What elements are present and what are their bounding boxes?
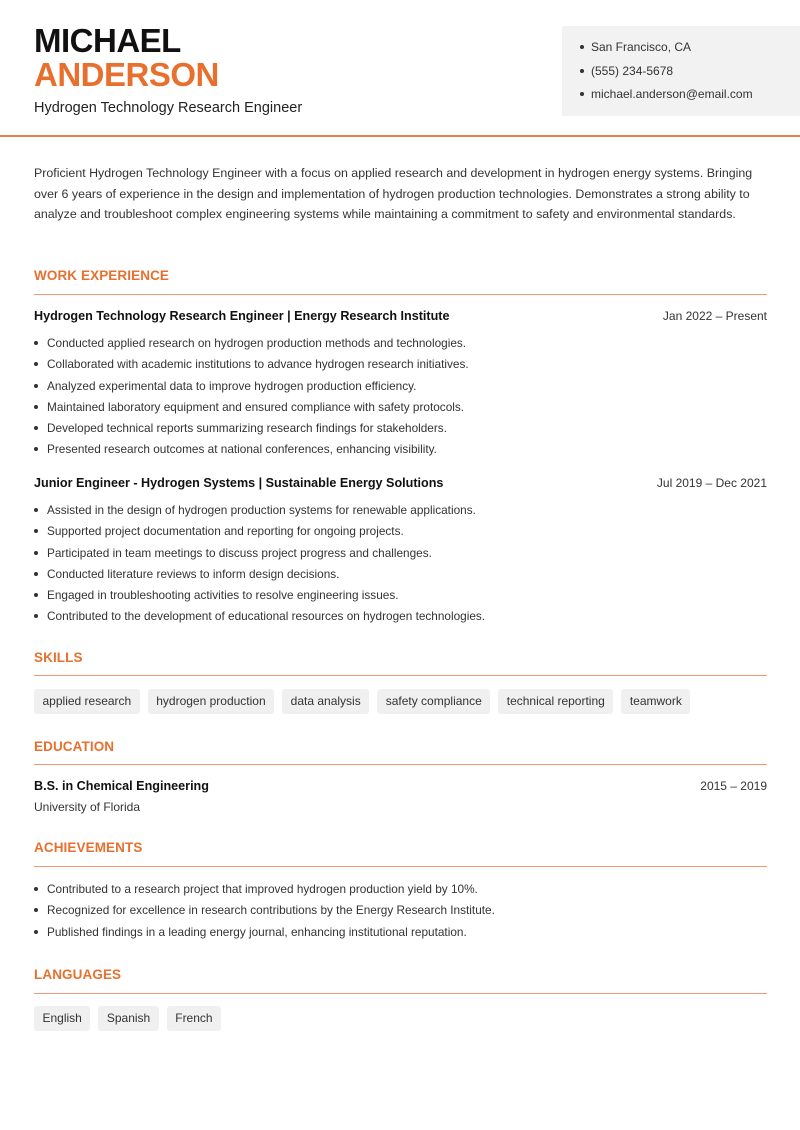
languages-list: [34, 1006, 221, 1031]
bullet-icon: [34, 508, 38, 512]
list-item: Participated in team meetings to discuss project progress and challenges.: [34, 545, 767, 566]
job-title: Hydrogen Technology Research Engineer: [34, 100, 303, 116]
bullet-icon: [34, 930, 38, 934]
list-item: Conducted applied research on hydrogen production methods and technologies.: [34, 335, 767, 356]
degree: B.S. in Chemical Engineering: [34, 779, 209, 793]
last-name: ANDERSON: [34, 56, 219, 93]
bullet-icon: [34, 572, 38, 576]
skill-tag: hydrogen production: [148, 689, 274, 714]
list-item: Contributed to the development of educational resources on hydrogen technologies.: [34, 608, 767, 629]
bullet-icon: [34, 551, 38, 555]
bullet-icon: [580, 69, 584, 73]
bullet-icon: [34, 887, 38, 891]
bullet-icon: [34, 447, 38, 451]
bullet-icon: [34, 384, 38, 388]
skill-tag: safety compliance: [377, 689, 490, 714]
job-header: [34, 476, 767, 490]
section-title-achievements: ACHIEVEMENTS: [34, 840, 143, 855]
bullet-icon: [34, 529, 38, 533]
language-tag: French: [167, 1006, 221, 1031]
list-item: Engaged in troubleshooting activities to resolve engineering issues.: [34, 587, 767, 608]
section-title-education: EDUCATION: [34, 739, 115, 754]
achievements-list: [34, 881, 767, 945]
list-item: Published findings in a leading energy journal, enhancing institutional reputation.: [34, 924, 767, 945]
list-item: Recognized for excellence in research contributions by the Energy Research Institute.: [34, 902, 767, 923]
contact-location: [580, 38, 800, 62]
section-divider: [34, 294, 767, 295]
bullet-icon: [580, 92, 584, 96]
language-tag: English: [34, 1006, 90, 1031]
bullet-icon: [34, 614, 38, 618]
section-divider: [34, 866, 767, 867]
job-role: Junior Engineer - Hydrogen Systems | Sustainable Energy Solutions: [34, 476, 444, 490]
section-divider: [34, 675, 767, 676]
section-title-work: WORK EXPERIENCE: [34, 268, 170, 283]
bullet-icon: [34, 362, 38, 366]
email-text: michael.anderson@email.com: [591, 87, 753, 101]
bullet-icon: [34, 908, 38, 912]
education-header: [34, 779, 767, 793]
section-title-languages: LANGUAGES: [34, 967, 122, 982]
skill-tag: technical reporting: [498, 689, 613, 714]
skills-list: [34, 689, 690, 714]
bullet-icon: [580, 45, 584, 49]
bullet-icon: [34, 405, 38, 409]
list-item: Developed technical reports summarizing research findings for stakeholders.: [34, 420, 767, 441]
list-item: Presented research outcomes at national conferences, enhancing visibility.: [34, 441, 767, 462]
bullet-icon: [34, 426, 38, 430]
phone-text: (555) 234-5678: [591, 63, 674, 78]
section-divider: [34, 993, 767, 994]
bullet-icon: [34, 341, 38, 345]
section-divider: [34, 764, 767, 765]
list-item: Supported project documentation and reporting for ongoing projects.: [34, 523, 767, 544]
list-item: Collaborated with academic institutions to advance hydrogen research initiatives.: [34, 356, 767, 377]
job-role: Hydrogen Technology Research Engineer | Energy Research Institute: [34, 309, 450, 323]
education-years: 2015 – 2019: [700, 779, 767, 793]
contact-email: [580, 85, 800, 109]
job-dates: Jan 2022 – Present: [662, 309, 767, 323]
list-item: Maintained laboratory equipment and ensured compliance with safety protocols.: [34, 399, 767, 420]
contact-phone: [580, 62, 800, 86]
job-header: [34, 309, 767, 323]
job-bullets: [34, 502, 767, 630]
resume-header: [0, 0, 800, 137]
school: University of Florida: [34, 800, 141, 814]
contact-box: [562, 26, 800, 116]
job-bullets: [34, 335, 767, 463]
skill-tag: teamwork: [621, 689, 690, 714]
location-text: San Francisco, CA: [591, 40, 692, 54]
profile-summary: Proficient Hydrogen Technology Engineer with a focus on applied research and development in hydrogen energy systems. Bringing over 6 years of experience in the design and implementation of hydrogen production technologies. Demonstrates a strong ability to analyze and troubleshoot complex engineering systems while maintaining a commitment to safety and environmental standards.: [34, 166, 753, 222]
skill-tag: applied research: [34, 689, 140, 714]
list-item: Conducted literature reviews to inform design decisions.: [34, 566, 767, 587]
list-item: Assisted in the design of hydrogen production systems for renewable applications.: [34, 502, 767, 523]
section-title-skills: SKILLS: [34, 650, 83, 665]
list-item: Analyzed experimental data to improve hydrogen production efficiency.: [34, 378, 767, 399]
job-dates: Jul 2019 – Dec 2021: [656, 476, 767, 490]
first-name: MICHAEL: [34, 22, 181, 59]
bullet-icon: [34, 593, 38, 597]
language-tag: Spanish: [98, 1006, 158, 1031]
skill-tag: data analysis: [282, 689, 369, 714]
list-item: Contributed to a research project that improved hydrogen production yield by 10%.: [34, 881, 767, 902]
